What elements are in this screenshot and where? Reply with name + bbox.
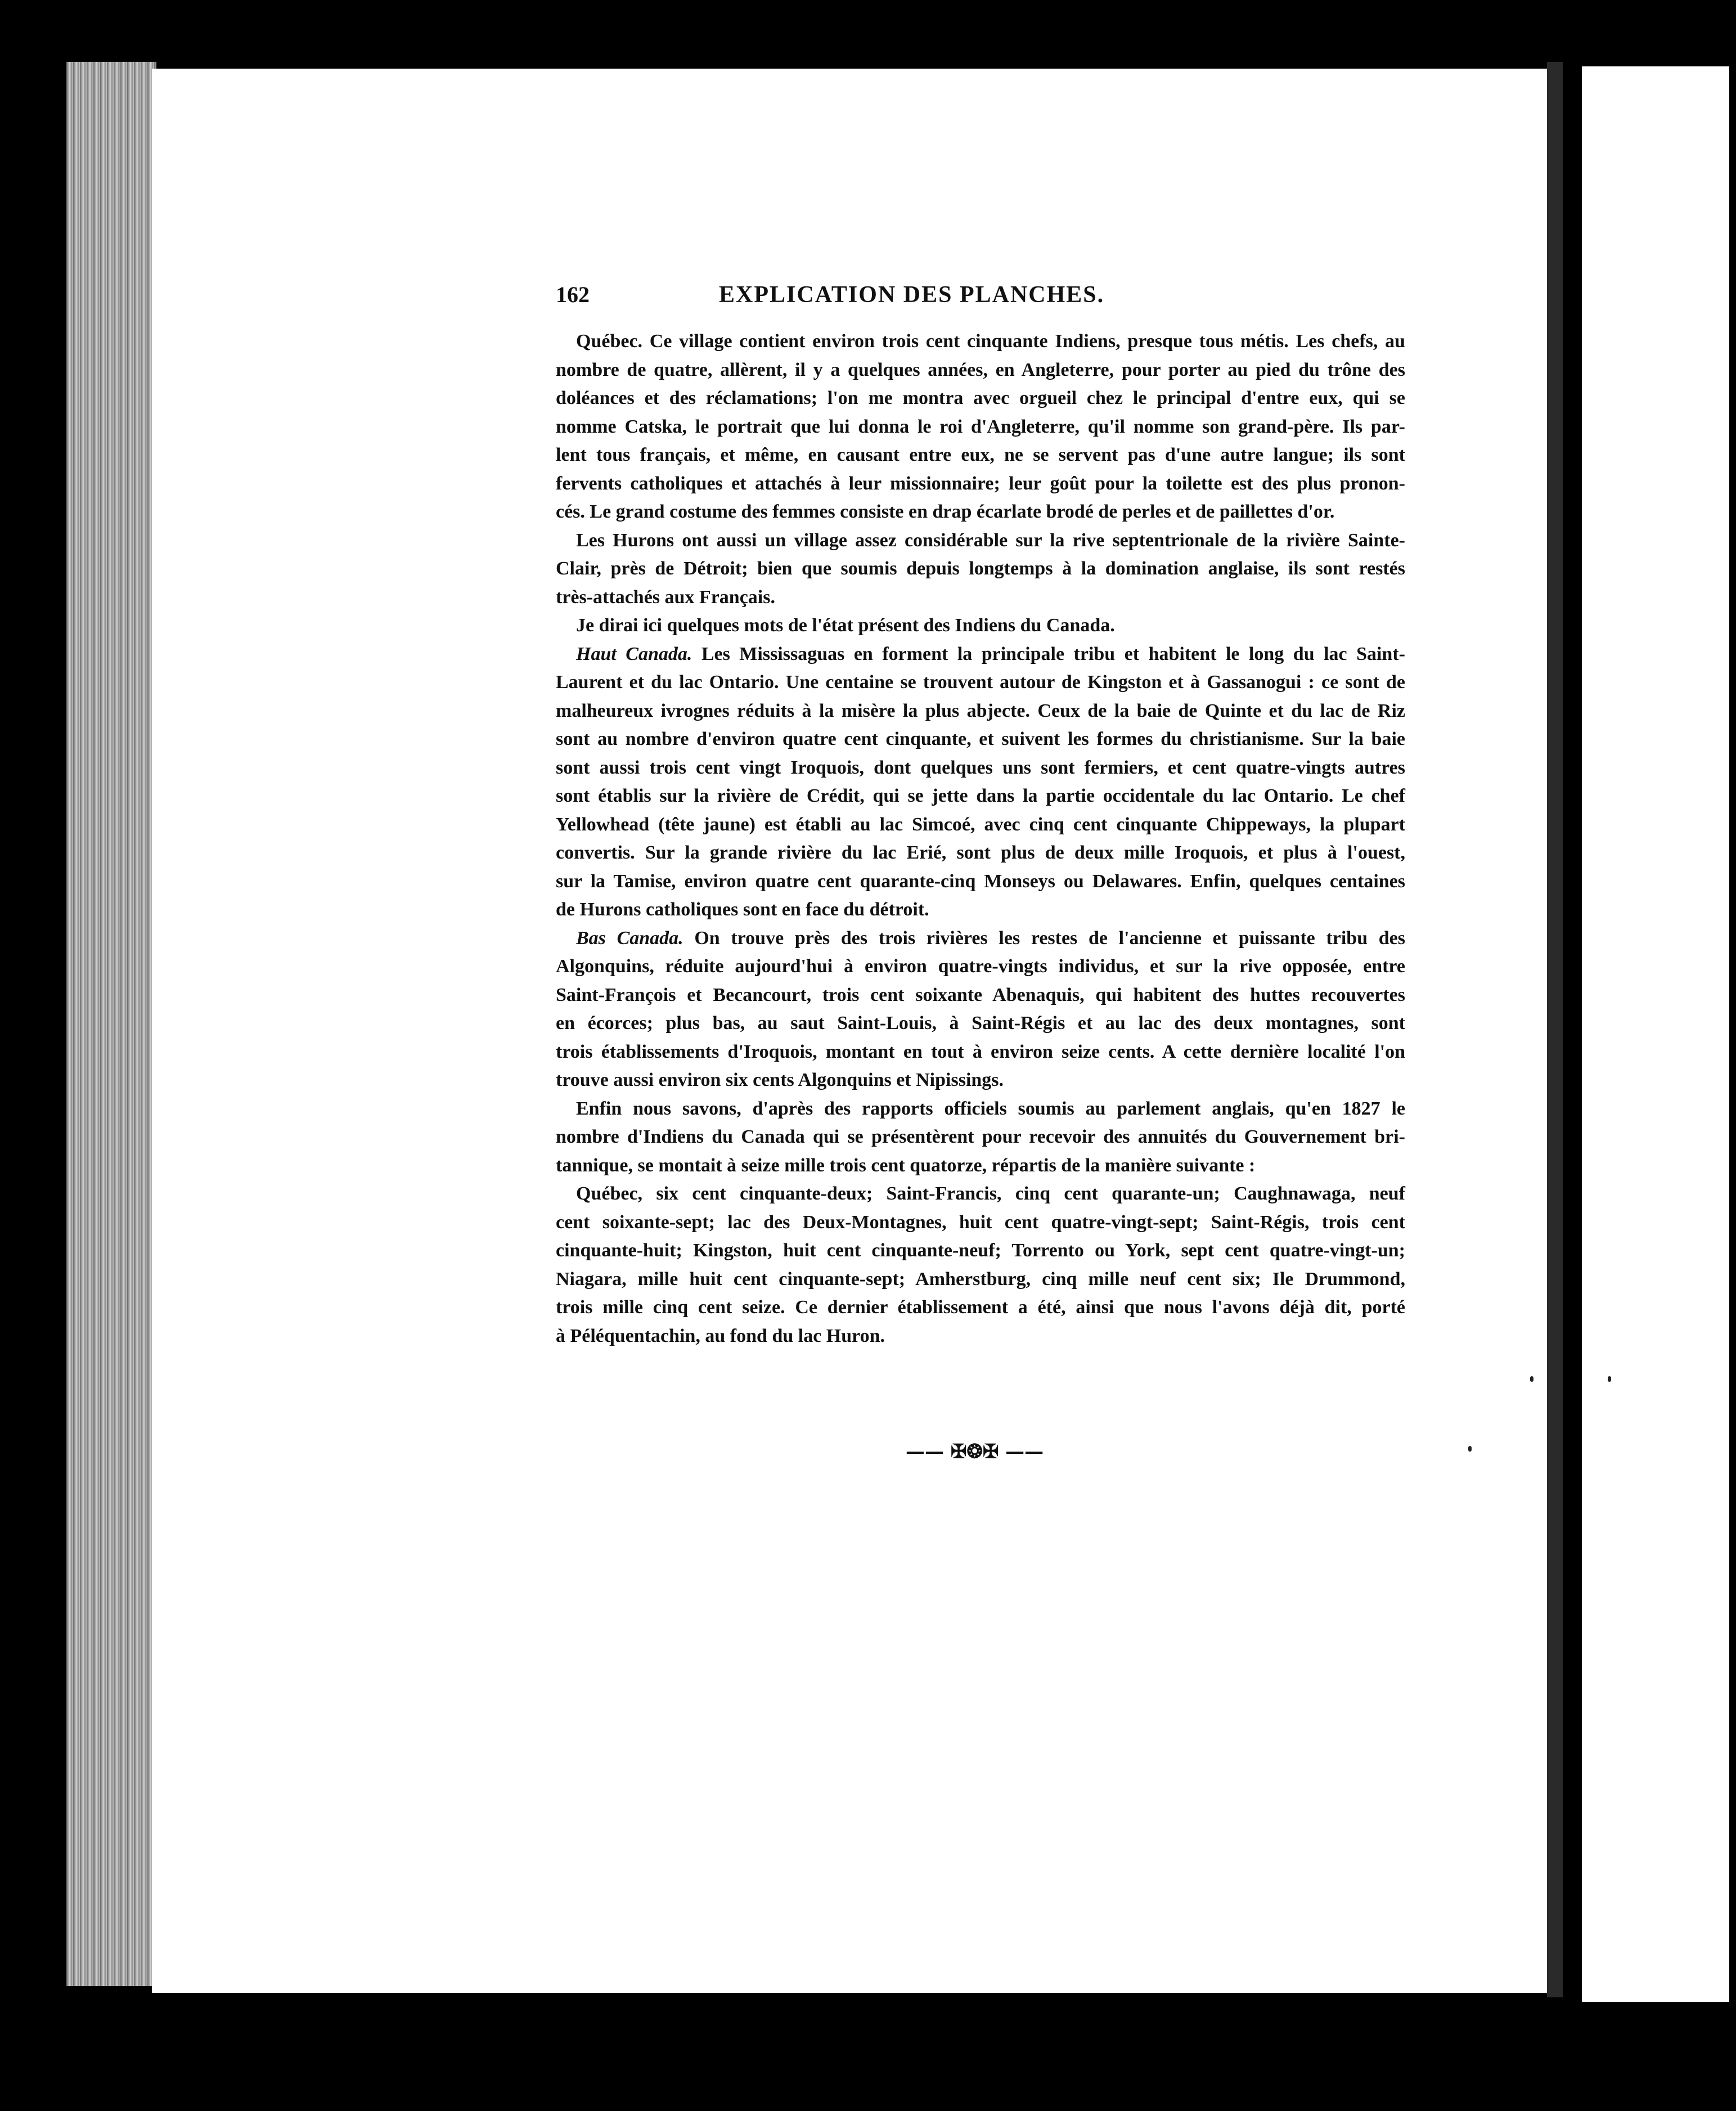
text-line (556, 1237, 1405, 1265)
line-text: très-attachés aux Français. (556, 586, 775, 608)
line-text: Je dirai ici quelques mots de l'état présent des Indiens du Canada. (576, 615, 1115, 636)
line-text: cés. Le grand costume des femmes consiste en drap écarlate brodé de perles et de paillettes d'or. (556, 501, 1335, 522)
line-text: Les Mississaguas en forment la principale tribu et habitent le long du lac Saint- (692, 643, 1405, 664)
page-text (556, 281, 1405, 1350)
text-line (556, 811, 1405, 839)
line-text: tannique, se montait à seize mille trois cent quatorze, répartis de la manière suivante : (556, 1155, 1256, 1176)
line-text: Les Hurons ont aussi un village assez considérable sur la rive septentrionale de la rivière Sainte- (576, 529, 1405, 551)
text-line (556, 668, 1405, 697)
page-body (556, 327, 1405, 1350)
text-line (556, 527, 1405, 555)
section-lead: Bas Canada. (576, 927, 683, 949)
line-text: de Hurons catholiques sont en face du détroit. (556, 899, 929, 920)
text-line (556, 697, 1405, 726)
page-gutter (1547, 62, 1563, 1997)
text-line (556, 1123, 1405, 1152)
line-text: Algonquins, réduite aujourd'hui à environ quatre-vingts individus, et sur la rive opposée, entre (556, 956, 1405, 977)
line-text: cent soixante-sept; lac des Deux-Montagnes, huit cent quatre-vingt-sept; Saint-Régis, trois cent (556, 1211, 1405, 1233)
line-text: sont établis sur la rivière de Crédit, qui se jette dans la partie occidentale du lac Ontario. Le chef (556, 785, 1405, 806)
line-text: cinquante-huit; Kingston, huit cent cinquante-neuf; Torrento ou York, sept cent quatre-vingt-un; (556, 1240, 1405, 1261)
text-line (556, 470, 1405, 498)
text-line (556, 839, 1405, 868)
line-text: nomme Catska, le portrait que lui donna le roi d'Angleterre, qu'il nomme son grand-père. Ils par- (556, 416, 1405, 437)
line-text: Enfin nous savons, d'après des rapports officiels soumis au parlement anglais, qu'en 1827 le (576, 1098, 1405, 1119)
text-line (556, 583, 1405, 612)
line-text: fervents catholiques et attachés à leur missionnaire; leur goût pour la toilette est des plus pronon- (556, 473, 1405, 494)
line-text: malheureux ivrognes réduits à la misère la plus abjecte. Ceux de la baie de Quinte et du lac de Riz (556, 700, 1405, 721)
text-line (556, 868, 1405, 896)
line-text: Laurent et du lac Ontario. Une centaine se trouvent autour de Kingston et à Gassanogui : ce sont de (556, 672, 1405, 693)
text-line (556, 413, 1405, 442)
line-text: trouve aussi environ six cents Algonquins et Nipissings. (556, 1070, 1004, 1090)
text-line (556, 953, 1405, 981)
scan-speck (1468, 1446, 1472, 1452)
line-text: sont aussi trois cent vingt Iroquois, dont quelques uns sont fermiers, et cent quatre-vingts autres (556, 757, 1405, 778)
line-text: sont au nombre d'environ quatre cent cinquante, et suivent les formes du christianisme. Sur la baie (556, 729, 1405, 749)
text-line (556, 1322, 1405, 1351)
end-ornament: —— ✠❂✠ —— (906, 1440, 1044, 1463)
line-text: convertis. Sur la grande rivière du lac Erié, sont plus de deux mille Iroquois, et plus à l'ouest, (556, 842, 1405, 863)
line-text: Clair, près de Détroit; bien que soumis depuis longtemps à la domination anglaise, ils sont restés (556, 558, 1405, 579)
line-text: Québec. Ce village contient environ trois cent cinquante Indiens, presque tous métis. Les chefs, au (576, 331, 1405, 352)
text-line (556, 725, 1405, 754)
text-line (556, 1209, 1405, 1237)
text-line (556, 612, 1405, 640)
text-line (556, 441, 1405, 470)
text-line (556, 896, 1405, 924)
line-text: sur la Tamise, environ quatre cent quarante-cinq Monseys ou Delawares. Enfin, quelques centaines (556, 870, 1405, 892)
line-text: Saint-François et Becancourt, trois cent soixante Abenaquis, qui habitent des huttes recouvertes (556, 984, 1405, 1005)
text-line (556, 924, 1405, 953)
line-text: en écorces; plus bas, au saut Saint-Louis, à Saint-Régis et au lac des deux montagnes, sont (556, 1013, 1405, 1034)
text-line (556, 981, 1405, 1010)
line-text: On trouve près des trois rivières les restes de l'ancienne et puissante tribu des (683, 927, 1406, 949)
text-line (556, 1265, 1405, 1294)
text-line (556, 640, 1405, 669)
section-lead: Haut Canada. (576, 643, 692, 664)
line-text: Niagara, mille huit cent cinquante-sept; Amherstburg, cinq mille neuf cent six; Ile Drummond, (556, 1268, 1405, 1290)
page-number: 162 (556, 282, 590, 307)
line-text: trois mille cinq cent seize. Ce dernier établissement a été, ainsi que nous l'avons déjà dit, porté (556, 1297, 1405, 1318)
line-text: trois établissements d'Iroquois, montant en tout à environ seize cents. A cette dernière localité l'on (556, 1041, 1405, 1062)
text-line (556, 1038, 1405, 1067)
book-page-edge (66, 62, 156, 1986)
scan-speck (1608, 1376, 1611, 1382)
facing-page-edge (1582, 66, 1729, 2002)
running-head: EXPLICATION DES PLANCHES. (719, 282, 1105, 308)
line-text: nombre d'Indiens du Canada qui se présentèrent pour recevoir des annuités du Gouvernement bri- (556, 1126, 1405, 1147)
text-line (556, 1293, 1405, 1322)
line-text: lent tous français, et même, en causant entre eux, ne se servent pas d'une autre langue; ils sont (556, 444, 1405, 465)
scan-speck (1530, 1376, 1533, 1382)
text-line (556, 384, 1405, 413)
page-header (556, 281, 1405, 315)
text-line (556, 754, 1405, 783)
line-text: nombre de quatre, allèrent, il y a quelques années, en Angleterre, pour porter au pied du trône des (556, 359, 1405, 380)
line-text: doléances et des réclamations; l'on me montra avec orgueil chez le principal d'entre eux, qui se (556, 388, 1405, 408)
text-line (556, 1009, 1405, 1038)
line-text: à Péléquentachin, au fond du lac Huron. (556, 1325, 885, 1346)
line-text: Québec, six cent cinquante-deux; Saint-Francis, cinq cent quarante-un; Caughnawaga, neuf (576, 1183, 1405, 1204)
text-line (556, 1152, 1405, 1180)
text-line (556, 1066, 1405, 1095)
text-line (556, 327, 1405, 356)
text-line (556, 498, 1405, 527)
text-line (556, 1180, 1405, 1209)
line-text: Yellowhead (tête jaune) est établi au lac Simcoé, avec cinq cent cinquante Chippeways, la plupart (556, 814, 1405, 835)
text-line (556, 356, 1405, 385)
text-line (556, 1095, 1405, 1124)
text-line (556, 782, 1405, 811)
text-line (556, 555, 1405, 583)
